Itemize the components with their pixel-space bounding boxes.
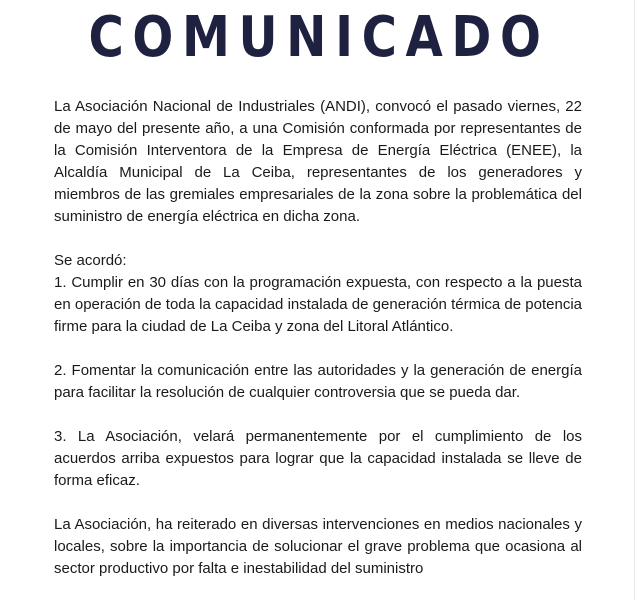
- closing-paragraph: La Asociación, ha reiterado en diversas intervenciones en medios nacionales y locales, sobre la importancia de solucionar el grave problema que ocasiona al sector productivo por falta e inestabilidad del suministro: [54, 516, 582, 577]
- agreement-point-2: 2. Fomentar la comunicación entre las autoridades y la generación de energía para facilitar la resolución de cualquier controversia que se pueda dar.: [54, 362, 582, 401]
- document-title: COMUNICADO: [88, 5, 550, 70]
- agreement-point-3: 3. La Asociación, velará permanentemente por el cumplimiento de los acuerdos arriba expuestos para lograr que la capacidad instalada se lleve de forma eficaz.: [54, 428, 582, 489]
- intro-paragraph: La Asociación Nacional de Industriales (ANDI), convocó el pasado viernes, 22 de mayo del presente año, a una Comisión conformada por representantes de la Comisión Interventora de la Empresa de Energía Eléctrica (ENEE), la Alcaldía Municipal de La Ceiba, representantes de los generadores y miembros de las gremiales empresariales de la zona sobre la problemática del suministro de energía eléctrica en dicha zona.: [54, 98, 582, 225]
- agreed-heading: Se acordó:: [54, 252, 127, 269]
- document-body: [54, 96, 582, 600]
- page-edge-divider: [634, 0, 635, 600]
- agreement-point-1: 1. Cumplir en 30 días con la programación expuesta, con respecto a la puesta en operación de toda la capacidad instalada de generación térmica de potencia firme para la ciudad de La Ceiba y zona del Litoral Atlántico.: [54, 274, 582, 335]
